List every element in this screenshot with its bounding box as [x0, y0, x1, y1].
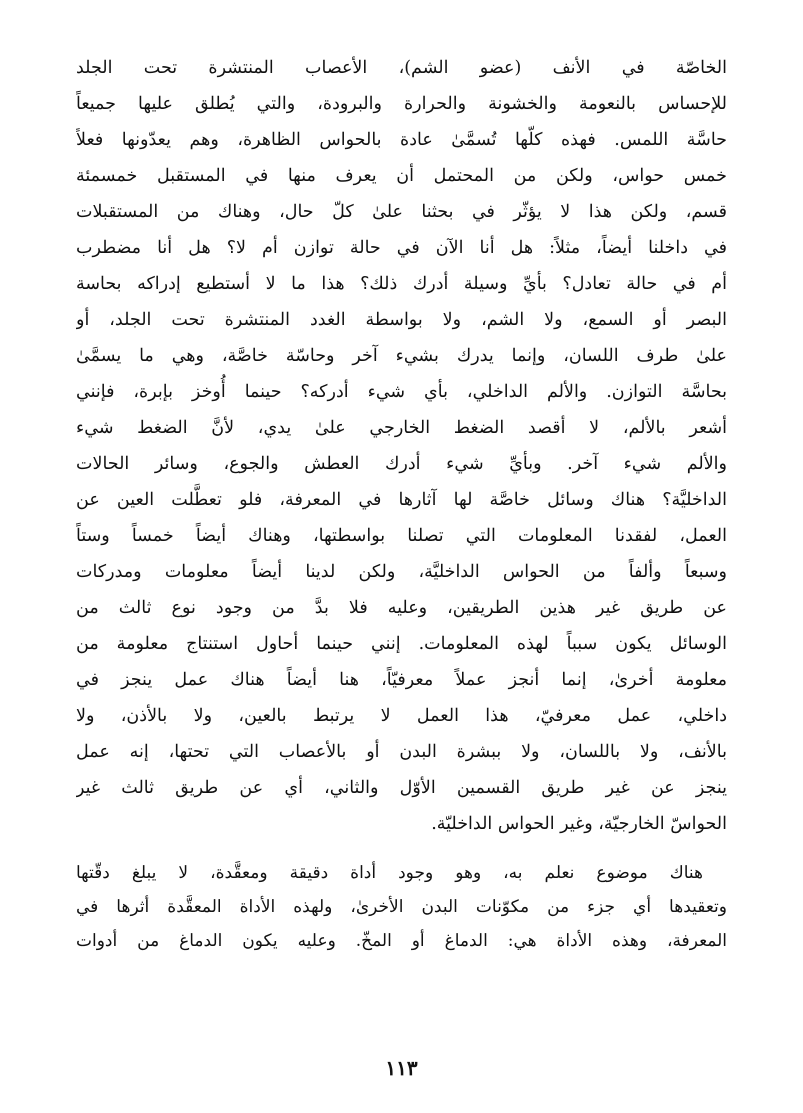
text-line: قسم، ولكن هذا لا يؤثّر في بحثنا علىٰ كلّ حال، وهناك من المستقبلات	[76, 202, 727, 222]
paragraph-1	[76, 50, 727, 842]
text-line: حاسَّة اللمس. فهذه كلّها تُسمَّىٰ عادة بالحواس الظاهرة، وهم يعدّونها فعلاً	[76, 130, 727, 150]
text-line: علىٰ طرف اللسان، وإنما يدرك بشيء آخر وحاسّة خاصَّة، وهي ما يسمَّىٰ	[76, 346, 727, 366]
text-line: معلومة أخرىٰ، إنما أنجز عملاً معرفيّاً، هنا أيضاً هناك عمل ينجز في	[76, 670, 727, 690]
text-line: الخاصّة في الأنف (عضو الشم)، الأعصاب المنتشرة تحت الجلد	[76, 58, 727, 78]
text-line: وسبعاً وألفاً من الحواس الداخليَّة، ولكن لدينا أيضاً معلومات ومدركات	[76, 562, 727, 582]
text-line: الداخليَّة؟ هناك وسائل خاصَّة لها آثارها في المعرفة، فلو تعطَّلت العين عن	[76, 490, 727, 510]
text-line: بالأنف، ولا باللسان، ولا ببشرة البدن أو بالأعصاب التي تحتها، إنه عمل	[76, 742, 727, 762]
paragraph-gap	[76, 842, 727, 856]
paragraph-2	[76, 856, 727, 958]
text-line: هناك موضوع نعلم به، وهو وجود أداة دقيقة ومعقَّدة، لا يبلغ دقّتها	[76, 863, 703, 883]
text-line: المعرفة، وهذه الأداة هي: الدماغ أو المخّ. وعليه يكون الدماغ من أدوات	[76, 931, 727, 951]
text-line: في داخلنا أيضاً، مثلاً: هل أنا الآن في حالة توازن أم لا؟ هل أنا مضطرب	[76, 238, 727, 258]
text-line: ينجز عن غير طريق القسمين الأوّل والثاني، أي عن طريق ثالث غير	[76, 778, 727, 798]
text-line: العمل، لفقدنا المعلومات التي تصلنا بواسطتها، وهناك أيضاً خمساً وستاً	[76, 526, 727, 546]
text-line: الحواسّ الخارجيّة، وغير الحواس الداخليّة.	[431, 814, 727, 834]
text-line: عن طريق غير هذين الطريقين، وعليه فلا بدَّ من وجود نوع ثالث من	[76, 598, 727, 618]
text-line: وتعقيدها أي جزء من مكوّنات البدن الأخرىٰ، ولهذه الأداة المعقَّدة أثرها في	[76, 897, 727, 917]
text-line: بحاسَّة التوازن. والألم الداخلي، بأي شيء أدركه؟ حينما أُوخز بإبرة، فإنني	[76, 382, 727, 402]
text-line: داخلي، عمل معرفيّ، هذا العمل لا يرتبط بالعين، ولا بالأذن، ولا	[76, 706, 727, 726]
text-line: الوسائل يكون سبباً لهذه المعلومات. إنني حينما أحاول استنتاج معلومة من	[76, 634, 727, 654]
text-line: أم في حالة تعادل؟ بأيِّ وسيلة أدرك ذلك؟ هذا ما لا أستطيع إدراكه بحاسة	[76, 274, 727, 294]
page-number: ١١٣	[385, 1056, 418, 1080]
text-line: للإحساس بالنعومة والخشونة والحرارة والبرودة، والتي يُطلق عليها جميعاً	[76, 94, 727, 114]
text-line: البصر أو السمع، ولا الشم، ولا بواسطة الغدد المنتشرة تحت الجلد، أو	[76, 310, 727, 330]
text-line: أشعر بالألم، لا أقصد الضغط الخارجي علىٰ يدي، لأنَّ الضغط شيء	[76, 418, 727, 438]
page-body	[76, 50, 727, 958]
text-line: خمس حواس، ولكن من المحتمل أن يعرف منها في المستقبل خمسمئة	[76, 166, 727, 186]
text-line: والألم شيء آخر. وبأيِّ شيء أدرك العطش والجوع، وسائر الحالات	[76, 454, 727, 474]
